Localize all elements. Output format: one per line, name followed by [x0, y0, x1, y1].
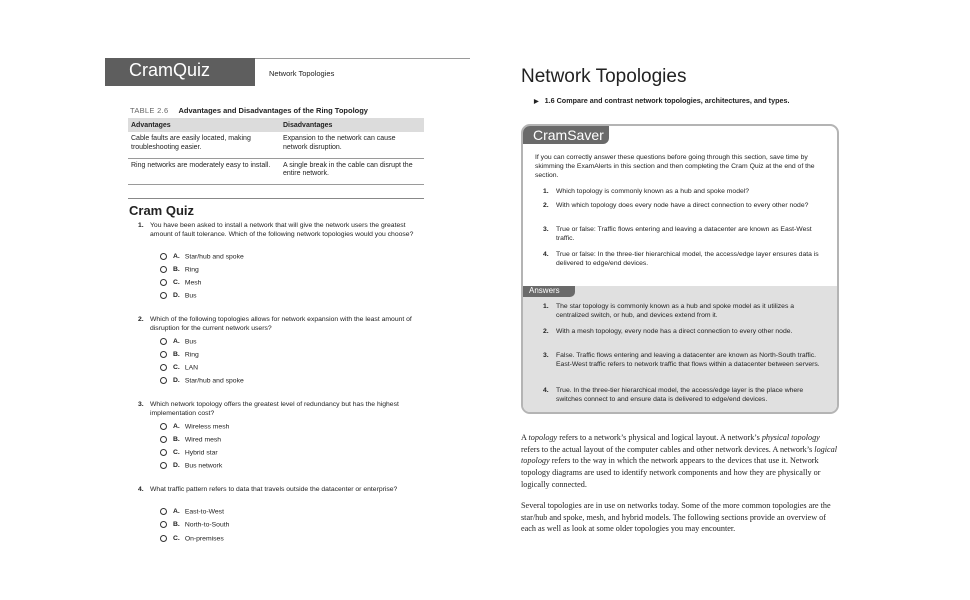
table-cell: Expansion to the network can cause network disruption. — [280, 132, 424, 158]
table-row — [128, 132, 424, 158]
cramsaver-title: CramSaver — [533, 127, 604, 143]
answer-item — [543, 302, 821, 320]
answer-option[interactable] — [160, 535, 224, 542]
question-text: What traffic pattern refers to data that travels outside the datacenter or enterprise? — [150, 486, 398, 493]
radio-circle-icon[interactable] — [160, 351, 167, 358]
option-letter: D. — [173, 292, 180, 300]
question-text: True or false: In the three-tier hierarchical model, the access/edge layer ensures data is delivered to edge/end devices. — [556, 251, 819, 268]
table-caption — [130, 106, 368, 115]
option-text: Ring — [184, 266, 199, 274]
answer-option[interactable] — [160, 377, 244, 384]
answer-option[interactable] — [160, 266, 199, 273]
answers-panel — [523, 286, 837, 414]
answer-option[interactable] — [160, 449, 218, 456]
table-number: TABLE 2.6 — [130, 106, 169, 115]
radio-circle-icon[interactable] — [160, 292, 167, 299]
cramsaver-intro: If you can correctly answer these questions before going through this section, save time by skimming the ExamAlerts in this section and then completing the Cram Quiz at the end of the section. — [535, 154, 815, 180]
answer-text: The star topology is commonly known as a hub and spoke model as it utilizes a centralized switch, or hub, and devices extend from it. — [556, 303, 795, 320]
question-number: 3. — [138, 401, 144, 408]
answer-option[interactable] — [160, 436, 221, 443]
answers-title: Answers — [529, 286, 560, 295]
radio-circle-icon[interactable] — [160, 266, 167, 273]
option-text: Ring — [184, 351, 199, 359]
radio-circle-icon[interactable] — [160, 423, 167, 430]
question-text: Which of the following topologies allows for network expansion with the least amount of disruption for the current network users? — [150, 316, 412, 332]
option-letter: B. — [173, 266, 180, 274]
option-text: Hybrid star — [184, 449, 218, 457]
table-row — [128, 158, 424, 185]
option-text: Bus network — [184, 462, 223, 470]
table-title: Advantages and Disadvantages of the Ring Topology — [178, 106, 368, 115]
option-letter: B. — [173, 351, 180, 359]
option-letter: C. — [173, 449, 180, 457]
option-text: Wireless mesh — [184, 423, 230, 431]
answer-option[interactable] — [160, 292, 197, 299]
triangle-bullet-icon: ▶ — [534, 99, 539, 105]
answer-number: 3. — [543, 352, 549, 359]
topology-paragraph — [521, 432, 839, 490]
cram-quiz-title: Cram Quiz — [129, 203, 195, 218]
cramsaver-question — [543, 187, 821, 196]
option-letter: C. — [173, 535, 180, 543]
table-header-row — [128, 118, 424, 132]
option-letter: C. — [173, 364, 180, 372]
answer-option[interactable] — [160, 521, 229, 528]
option-letter: A. — [173, 253, 180, 261]
answer-text: With a mesh topology, every node has a direct connection to every other node. — [556, 328, 793, 335]
table-cell: A single break in the cable can disrupt the entire network. — [280, 158, 424, 185]
answer-text: True. In the three-tier hierarchical model, the access/edge layer is the place where switches connect to and ensure data is delivered to edge/end devices. — [556, 387, 804, 404]
text-run: A — [521, 433, 529, 442]
right-page — [485, 0, 970, 600]
question-text: True or false: Traffic flows entering and leaving a datacenter are known as East-West traffic. — [556, 226, 812, 243]
term-physical-topology: physical topology — [761, 433, 820, 442]
question-text: Which topology is commonly known as a hub and spoke model? — [556, 188, 750, 195]
option-letter: C. — [173, 279, 180, 287]
radio-circle-icon[interactable] — [160, 508, 167, 515]
radio-circle-icon[interactable] — [160, 279, 167, 286]
topologies-overview-paragraph: Several topologies are in use on networks today. Some of the more common topologies are the star/hub and spoke, mesh, and hybrid models. The following sections provide an overview of each as well as look at some older topologies you may encounter. — [521, 501, 831, 534]
option-text: North-to-South — [184, 521, 230, 529]
banner-rule — [255, 58, 470, 59]
radio-circle-icon[interactable] — [160, 535, 167, 542]
option-text: Mesh — [184, 279, 202, 287]
table-cell: Ring networks are moderately easy to install. — [128, 158, 280, 185]
answer-item — [543, 386, 821, 404]
question-text: You have been asked to install a network that will give the network users the greatest amount of fault tolerance. Which of the following network topologies would you choose? — [150, 222, 414, 238]
quiz-question-1 — [138, 222, 414, 240]
question-number: 4. — [543, 251, 549, 258]
question-number: 2. — [543, 202, 549, 209]
text-run: refers to a network’s physical and logical layout. A network’s — [557, 433, 762, 442]
answer-number: 4. — [543, 387, 549, 394]
cramsaver-question — [543, 201, 821, 210]
answer-text: False. Traffic flows entering and leaving a datacenter are known as North-South traffic. East-West traffic refers to network traffic that flows within a datacenter between servers. — [556, 352, 820, 369]
radio-circle-icon[interactable] — [160, 338, 167, 345]
answer-option[interactable] — [160, 508, 224, 515]
option-letter: B. — [173, 521, 180, 529]
question-number: 3. — [543, 226, 549, 233]
radio-circle-icon[interactable] — [160, 462, 167, 469]
ring-topology-table — [128, 118, 424, 185]
option-text: Bus — [184, 338, 197, 346]
objective-text: 1.6 Compare and contrast network topologies, architectures, and types. — [544, 96, 790, 105]
option-text: Star/hub and spoke — [184, 377, 244, 385]
cramquiz-banner — [105, 58, 470, 86]
radio-circle-icon[interactable] — [160, 364, 167, 371]
answer-item — [543, 327, 821, 336]
cramsaver-question — [543, 225, 821, 243]
answer-option[interactable] — [160, 253, 244, 260]
answer-option[interactable] — [160, 279, 201, 286]
cramsaver-question — [543, 250, 821, 268]
radio-circle-icon[interactable] — [160, 253, 167, 260]
option-text: On-premises — [184, 535, 224, 543]
question-text: With which topology does every node have a direct connection to every other node? — [556, 202, 809, 209]
question-number: 2. — [138, 316, 144, 323]
term-topology: topology — [528, 433, 558, 442]
option-letter: A. — [173, 508, 180, 516]
banner-subtitle: Network Topologies — [269, 69, 335, 78]
radio-circle-icon[interactable] — [160, 449, 167, 456]
question-number: 1. — [543, 188, 549, 195]
option-letter: D. — [173, 462, 180, 470]
table-header: Advantages — [128, 118, 280, 132]
term-logical-topology: logical topology — [521, 444, 838, 466]
option-letter: D. — [173, 377, 180, 385]
text-run: refers to the way in which the network appears to the devices that use it. Network topology diagrams are used to identify network components and how they are physically or logically connected. — [521, 456, 821, 489]
question-number: 1. — [138, 222, 144, 229]
answer-option[interactable] — [160, 423, 229, 430]
answer-option[interactable] — [160, 351, 199, 358]
section-title: Network Topologies — [521, 66, 687, 87]
quiz-question-3 — [138, 401, 414, 419]
quiz-question-4 — [138, 486, 414, 495]
answer-option[interactable] — [160, 338, 197, 345]
text-run: refers to the actual layout of the computer cables and other network devices. A network’s — [521, 444, 815, 454]
answers-tab — [523, 286, 575, 297]
exam-objective — [534, 96, 789, 105]
answer-option[interactable] — [160, 462, 222, 469]
answer-option[interactable] — [160, 364, 198, 371]
option-text: Star/hub and spoke — [184, 253, 244, 261]
option-text: LAN — [184, 364, 199, 372]
question-text: Which network topology offers the greatest level of redundancy but has the highest implementation cost? — [150, 401, 399, 417]
cramsaver-box — [521, 124, 839, 414]
quiz-question-2 — [138, 316, 414, 334]
option-text: Bus — [184, 292, 197, 300]
answer-item — [543, 351, 821, 369]
quiz-divider — [128, 198, 424, 199]
table-cell: Cable faults are easily located, making troubleshooting easier. — [128, 132, 280, 158]
table-header: Disadvantages — [280, 118, 424, 132]
option-letter: A. — [173, 338, 180, 346]
option-text: Wired mesh — [184, 436, 222, 444]
radio-circle-icon[interactable] — [160, 377, 167, 384]
answer-number: 1. — [543, 303, 549, 310]
option-text: East-to-West — [184, 508, 224, 516]
option-letter: A. — [173, 423, 180, 431]
cramsaver-tab — [523, 126, 609, 144]
answer-number: 2. — [543, 328, 549, 335]
option-letter: B. — [173, 436, 180, 444]
banner-title: CramQuiz — [129, 60, 211, 80]
question-number: 4. — [138, 486, 144, 493]
radio-circle-icon[interactable] — [160, 521, 167, 528]
radio-circle-icon[interactable] — [160, 436, 167, 443]
